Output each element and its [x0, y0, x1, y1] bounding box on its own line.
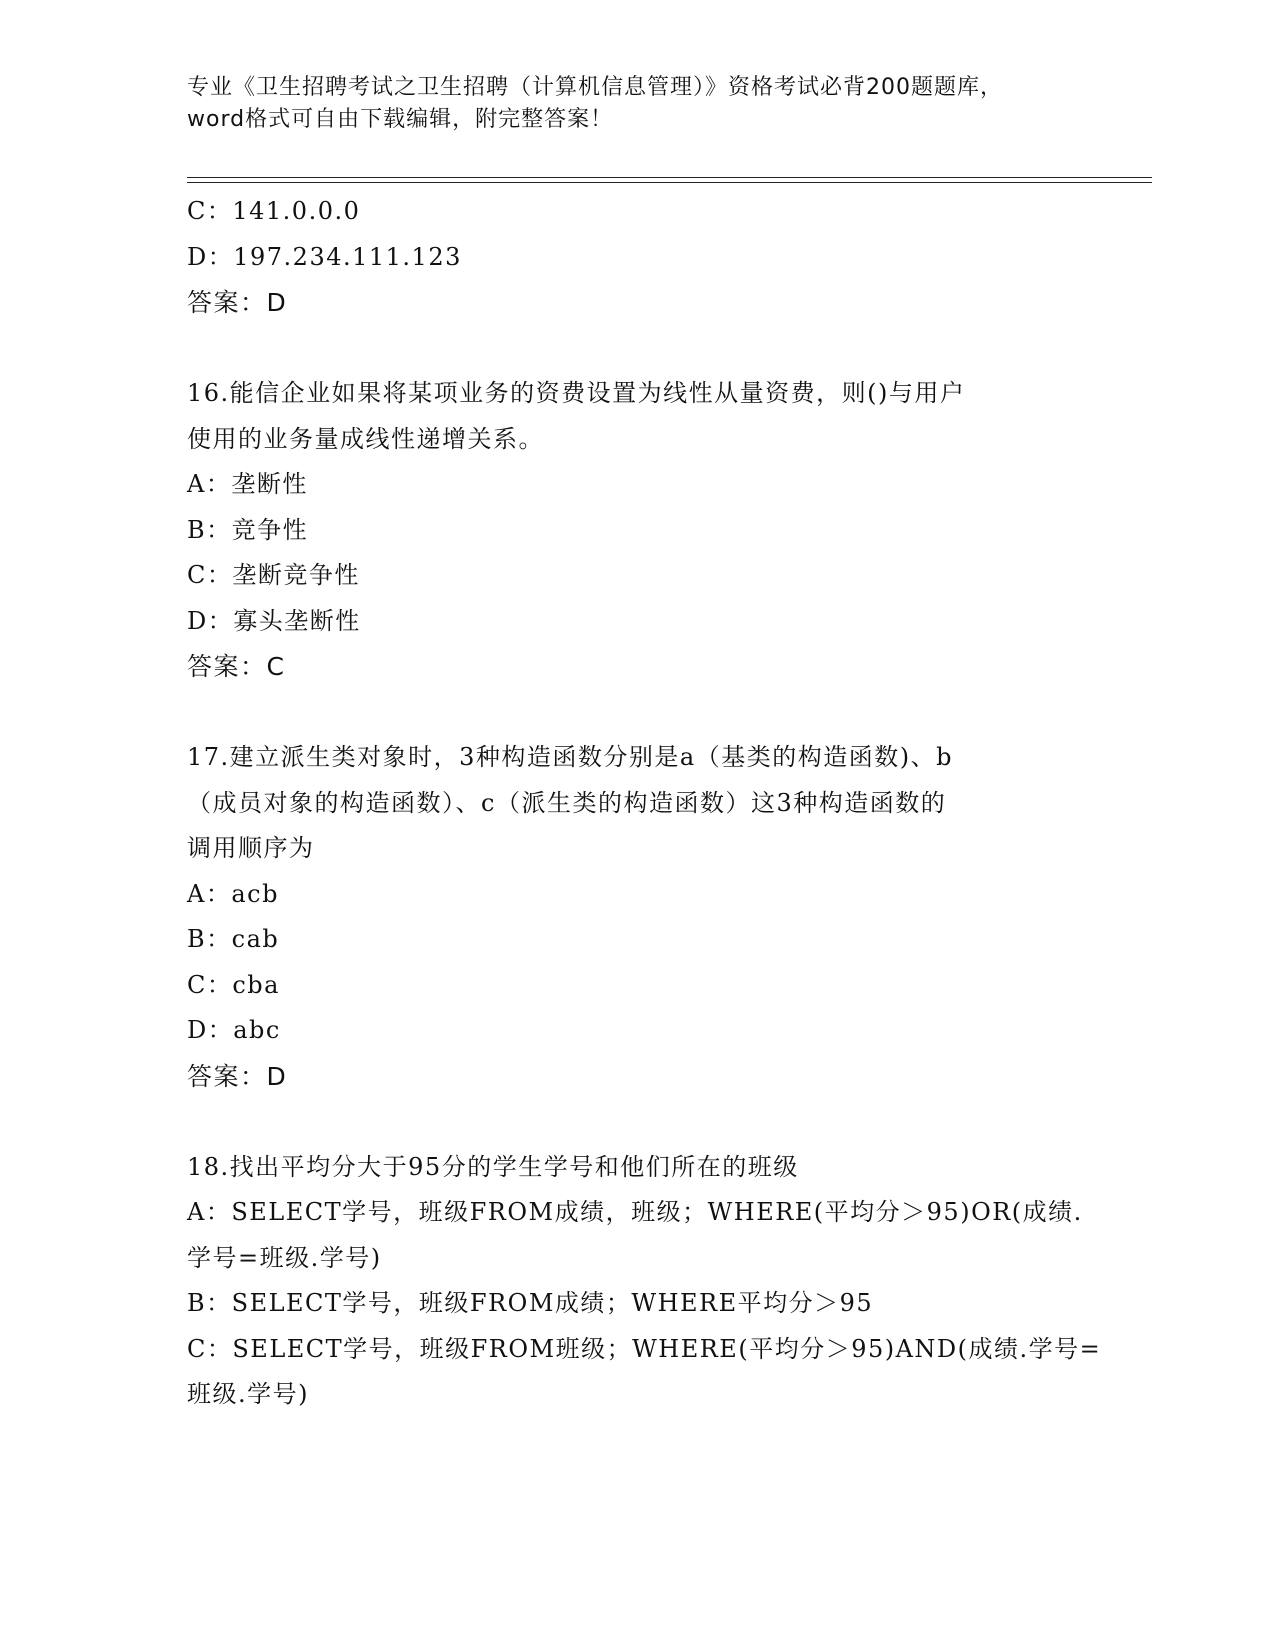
q17-stem-line-1: 17.建立派生类对象时，3种构造函数分别是a（基类的构造函数)、b — [187, 743, 953, 771]
q16-stem-line-2: 使用的业务量成线性递增关系。 — [187, 424, 544, 453]
q17-option-a: A：acb — [187, 879, 279, 908]
q16-stem-line-1: 16.能信企业如果将某项业务的资费设置为线性从量资费，则()与用户 — [187, 379, 966, 407]
q16-option-c: C：垄断竞争性 — [187, 561, 360, 589]
question-17 — [187, 735, 1087, 1099]
q17-stem-line-2: （成员对象的构造函数）、c（派生类的构造函数）这3种构造函数的 — [187, 788, 947, 817]
question-18 — [187, 1145, 1102, 1418]
q15-option-d: D：197.234.111.123 — [187, 242, 462, 271]
question-16 — [187, 371, 1087, 690]
q16-answer: 答案：C — [187, 652, 286, 681]
q18-option-a-line-1: A：SELECT学号，班级FROM成绩，班级；WHERE(平均分＞95)OR(成绩. — [187, 1198, 1083, 1226]
q18-option-b: B：SELECT学号，班级FROM成绩；WHERE平均分＞95 — [187, 1289, 874, 1317]
q18-stem-line-1: 18.找出平均分大于95分的学生学号和他们所在的班级 — [187, 1152, 799, 1181]
q16-option-b: B：竞争性 — [187, 515, 309, 544]
spacer — [187, 326, 1087, 372]
spacer — [187, 1099, 1087, 1145]
q18-option-a-line-2: 学号=班级.学号) — [187, 1243, 382, 1272]
spacer — [187, 690, 1087, 736]
q15-option-c: C：141.0.0.0 — [187, 197, 361, 225]
header-title-line-1: 专业《卫生招聘考试之卫生招聘（计算机信息管理）》资格考试必背200题题库， — [187, 75, 1003, 100]
question-15-tail — [187, 189, 1087, 326]
q18-option-c-line-2: 班级.学号) — [187, 1380, 309, 1408]
q17-answer: 答案：D — [187, 1061, 288, 1091]
header-title-line-2: word格式可自由下载编辑，附完整答案！ — [187, 107, 614, 132]
header-divider-bottom — [187, 182, 1152, 183]
q18-option-c-line-1: C：SELECT学号，班级FROM班级；WHERE(平均分＞95)AND(成绩.学号= — [187, 1334, 1102, 1363]
q17-stem-line-3: 调用顺序为 — [187, 834, 315, 862]
question-list — [187, 189, 1102, 1418]
q15-answer: 答案：D — [187, 288, 288, 317]
q16-option-d: D：寡头垄断性 — [187, 606, 361, 635]
document-header — [187, 72, 1087, 136]
q17-option-c: C：cba — [187, 970, 280, 999]
q17-option-b: B：cab — [187, 925, 280, 953]
header-divider-top — [187, 177, 1152, 178]
q17-option-d: D：abc — [187, 1016, 281, 1044]
q16-option-a: A：垄断性 — [187, 470, 308, 498]
